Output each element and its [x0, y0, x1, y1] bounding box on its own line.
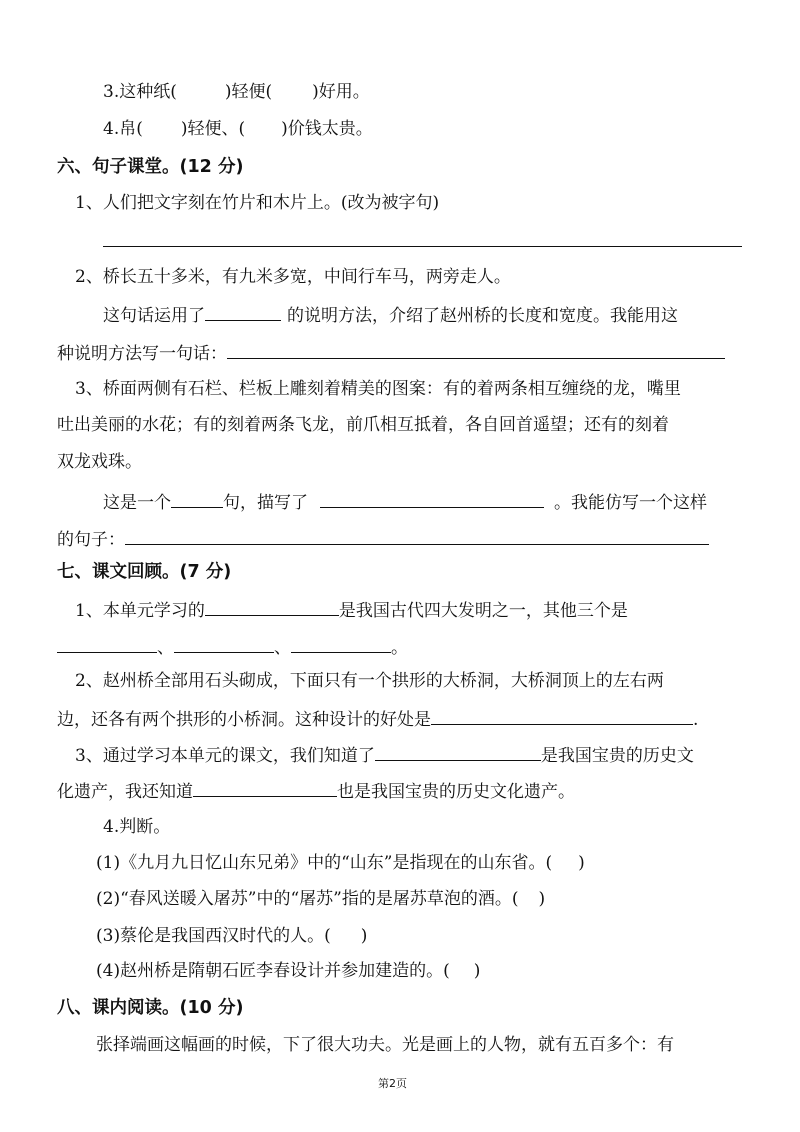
s6-q2-sentence: 2、桥长五十多米，有九米多宽，中间行车马，两旁走人。 — [75, 267, 511, 287]
s7-q1-blank-invention[interactable] — [205, 597, 339, 616]
s6-q2-write: 种说明方法写一句话： — [57, 340, 725, 365]
s6-q3-blank-type[interactable] — [171, 489, 223, 508]
s6-q3-fill: 这是一个 句，描写了 。我能仿写一个这样 — [103, 489, 707, 514]
judge-item-4: (4)赵州桥是隋朝石匠李春设计并参加建造的。( ) — [96, 961, 481, 981]
s7-q2-line2: 边，还各有两个拱形的小桥洞。这种设计的好处是 . — [57, 706, 698, 731]
judge-item-1: (1)《九月九日忆山东兄弟》中的“山东”是指现在的山东省。( ) — [96, 853, 585, 873]
s7-q1-blank-1[interactable] — [57, 634, 157, 653]
s6-q2-blank-sentence[interactable] — [227, 340, 725, 359]
section-7-heading: 七、课文回顾。(7 分) — [57, 562, 232, 582]
s6-q3-line2: 吐出美丽的水花；有的刻着两条飞龙，前爪相互抵着，各自回首遥望；还有的刻着 — [57, 415, 669, 435]
s6-q3-blank-sentence[interactable] — [125, 526, 709, 545]
s7-q1-blank-2[interactable] — [174, 634, 274, 653]
s6-q1-answer-line[interactable] — [103, 246, 742, 247]
s6-q1: 1、人们把文字刻在竹片和木片上。(改为被字句) — [75, 193, 440, 213]
section-8-heading: 八、课内阅读。(10 分) — [57, 998, 244, 1018]
item-3: 3.这种纸( )轻便( )好用。 — [103, 82, 370, 102]
s6-q3-write: 的句子： — [57, 526, 709, 551]
s6-q2-fill: 这句话运用了 的说明方法，介绍了赵州桥的长度和宽度。我能用这 — [103, 302, 678, 327]
judge-item-3: (3)蔡伦是我国西汉时代的人。( ) — [96, 926, 368, 946]
s7-q1-cont: 、 、 。 — [57, 634, 408, 659]
page-number: 第2页 — [378, 1077, 407, 1090]
s7-q3-blank-heritage[interactable] — [375, 742, 541, 761]
s7-q2-line1: 2、赵州桥全部用石头砌成，下面只有一个拱形的大桥洞，大桥洞顶上的左右两 — [75, 671, 664, 691]
judge-item-2: (2)“春风送暖入屠苏”中的“屠苏”指的是屠苏草泡的酒。( ) — [96, 889, 546, 909]
s6-q3-line3: 双龙戏珠。 — [57, 452, 142, 472]
s7-q2-blank-benefit[interactable] — [431, 706, 693, 725]
s6-q3-blank-describe[interactable] — [320, 489, 544, 508]
s7-q1: 1、本单元学习的 是我国古代四大发明之一，其他三个是 — [75, 597, 628, 622]
s7-q1-blank-3[interactable] — [291, 634, 391, 653]
item-4: 4.帛( )轻便、( )价钱太贵。 — [103, 119, 373, 139]
s7-q4-title: 4.判断。 — [103, 817, 171, 837]
s6-q3-line1: 3、桥面两侧有石栏、栏板上雕刻着精美的图案：有的着两条相互缠绕的龙，嘴里 — [75, 379, 681, 399]
s7-q3-line2: 化遗产，我还知道 也是我国宝贵的历史文化遗产。 — [57, 778, 575, 803]
s7-q3-line1: 3、通过学习本单元的课文，我们知道了 是我国宝贵的历史文 — [75, 742, 694, 767]
s8-passage: 张择端画这幅画的时候，下了很大功夫。光是画上的人物，就有五百多个：有 — [96, 1035, 674, 1055]
s7-q3-blank-other[interactable] — [193, 778, 337, 797]
s6-q2-blank-method[interactable] — [205, 302, 281, 321]
section-6-heading: 六、句子课堂。(12 分) — [57, 157, 244, 177]
